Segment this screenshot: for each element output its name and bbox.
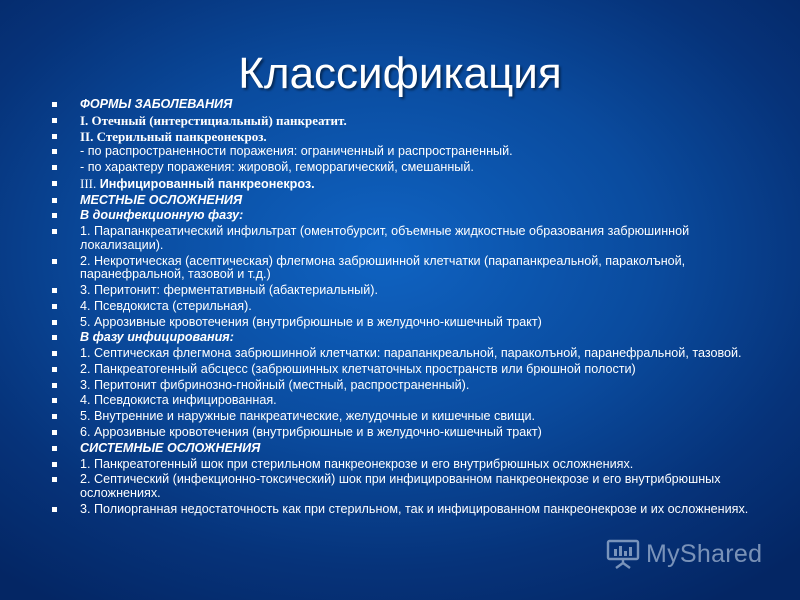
bullet-number: III. (80, 175, 97, 191)
bullet-item (52, 442, 764, 456)
bullet-text: ФОРМЫ ЗАБОЛЕВАНИЯ (80, 97, 233, 111)
bullet-item (52, 177, 764, 192)
bullet-text: 3. Перитонит фибринозно-гнойный (местный, распространенный). (80, 377, 470, 392)
bullet-item (52, 458, 764, 472)
bullet-item (52, 98, 764, 112)
bullet-square-icon (52, 259, 57, 264)
bullet-square-icon (52, 304, 57, 309)
bullet-text: 1. Панкреатогенный шок при стерильном панкреонекрозе и его внутрибрюшных осложнениях. (80, 456, 634, 471)
bullet-item (52, 145, 764, 159)
bullet-square-icon (52, 507, 57, 512)
slide-title: Классификация (238, 49, 562, 98)
bullet-text: В доинфекционную фазу: (80, 208, 244, 223)
bullet-item (52, 379, 764, 393)
bullet-square-icon (52, 367, 57, 372)
bullet-item (52, 331, 764, 345)
bullet-item (52, 426, 764, 440)
bullet-item (52, 114, 764, 128)
bullet-text: В фазу инфицирования: (80, 330, 234, 345)
bullet-text: Инфицированный панкреонекроз. (99, 176, 315, 191)
bullet-square-icon (52, 446, 57, 451)
bullet-text: 6. Аррозивные кровотечения (внутрибрюшные и в желудочно-кишечный тракт) (80, 425, 542, 440)
bullet-square-icon (52, 134, 57, 139)
bullet-square-icon (52, 102, 57, 107)
bullet-item (52, 284, 764, 298)
bullet-square-icon (52, 149, 57, 154)
bullet-square-icon (52, 462, 57, 467)
bullet-text: СИСТЕМНЫЕ ОСЛОЖНЕНИЯ (80, 440, 261, 455)
bullet-item (52, 194, 764, 208)
bullet-item (52, 130, 764, 144)
watermark-text: MyShared (646, 539, 763, 568)
bullet-item (52, 161, 764, 175)
bullet-text: I. Отечный (интерстициальный) панкреатит. (80, 112, 347, 128)
mysharedlogo (606, 536, 762, 572)
bullet-text: - по распространенности поражения: ограниченный и распространенный. (80, 144, 513, 159)
bullet-text: 1. Парапанкреатический инфильтрат (оментобурсит, объемные жидкостные образования забрюшинной локализации). (80, 224, 690, 252)
bullet-square-icon (52, 320, 57, 325)
bullet-text: МЕСТНЫЕ ОСЛОЖНЕНИЯ (80, 192, 243, 207)
bullet-square-icon (52, 414, 57, 419)
bullet-square-icon (52, 181, 57, 186)
bullet-item (52, 473, 764, 500)
bullet-text: 4. Псевдокиста (стерильная). (80, 298, 252, 313)
presentation-board-icon (606, 538, 640, 570)
bullet-square-icon (52, 398, 57, 403)
bullet-text: II. Стерильный панкреонекроз. (80, 128, 267, 144)
bullet-item (52, 410, 764, 424)
bullet-text: 5. Аррозивные кровотечения (внутрибрюшные и в желудочно-кишечный тракт) (80, 314, 542, 329)
bullet-text: - по характеру поражения: жировой, геморрагический, смешанный. (80, 160, 474, 175)
bullet-text: 3. Перитонит: ферментативный (абактериальный). (80, 283, 378, 297)
bullet-square-icon (52, 383, 57, 388)
bullet-square-icon (52, 198, 57, 203)
bullet-text: 2. Некротическая (асептическая) флегмона забрюшинной клетчатки (парапанкреальной, параколъной, паранефральной, тазовой и т.д.) (80, 253, 686, 282)
bullet-item (52, 300, 764, 314)
bullet-square-icon (52, 477, 57, 482)
bullet-item (52, 347, 764, 361)
bullet-text: 1. Септическая флегмона забрюшинной клетчатки: парапанкреальной, параколъной, паранефральной, тазовой. (80, 346, 742, 361)
bullet-item (52, 255, 764, 282)
bullet-square-icon (52, 118, 57, 123)
bullet-item (52, 209, 764, 223)
bullet-item (52, 363, 764, 377)
bullet-item (52, 503, 764, 517)
bullet-square-icon (52, 335, 57, 340)
bullet-square-icon (52, 288, 57, 293)
bullet-square-icon (52, 229, 57, 234)
bullet-text: 4. Псевдокиста инфицированная. (80, 393, 277, 408)
bullet-item (52, 316, 764, 330)
bullet-square-icon (52, 351, 57, 356)
bullet-text: 3. Полиорганная недостаточность как при стерильном, так и инфицированном панкреонекрозе и их осложнениях. (80, 501, 749, 516)
bullet-square-icon (52, 213, 57, 218)
bullet-list (52, 98, 764, 519)
bullet-item (52, 225, 764, 252)
bullet-text: 2. Септический (инфекционно-токсический) шок при инфицированном панкреонекрозе и его внутрибрюшных осложнениях. (80, 472, 721, 500)
bullet-item (52, 394, 764, 408)
bullet-text: 2. Панкреатогенный абсцесс (забрюшинных клетчаточных пространств или брюшной полости) (80, 361, 636, 376)
bullet-square-icon (52, 165, 57, 170)
bullet-text: 5. Внутренние и наружные панкреатические, желудочные и кишечные свищи. (80, 409, 535, 424)
bullet-square-icon (52, 430, 57, 435)
